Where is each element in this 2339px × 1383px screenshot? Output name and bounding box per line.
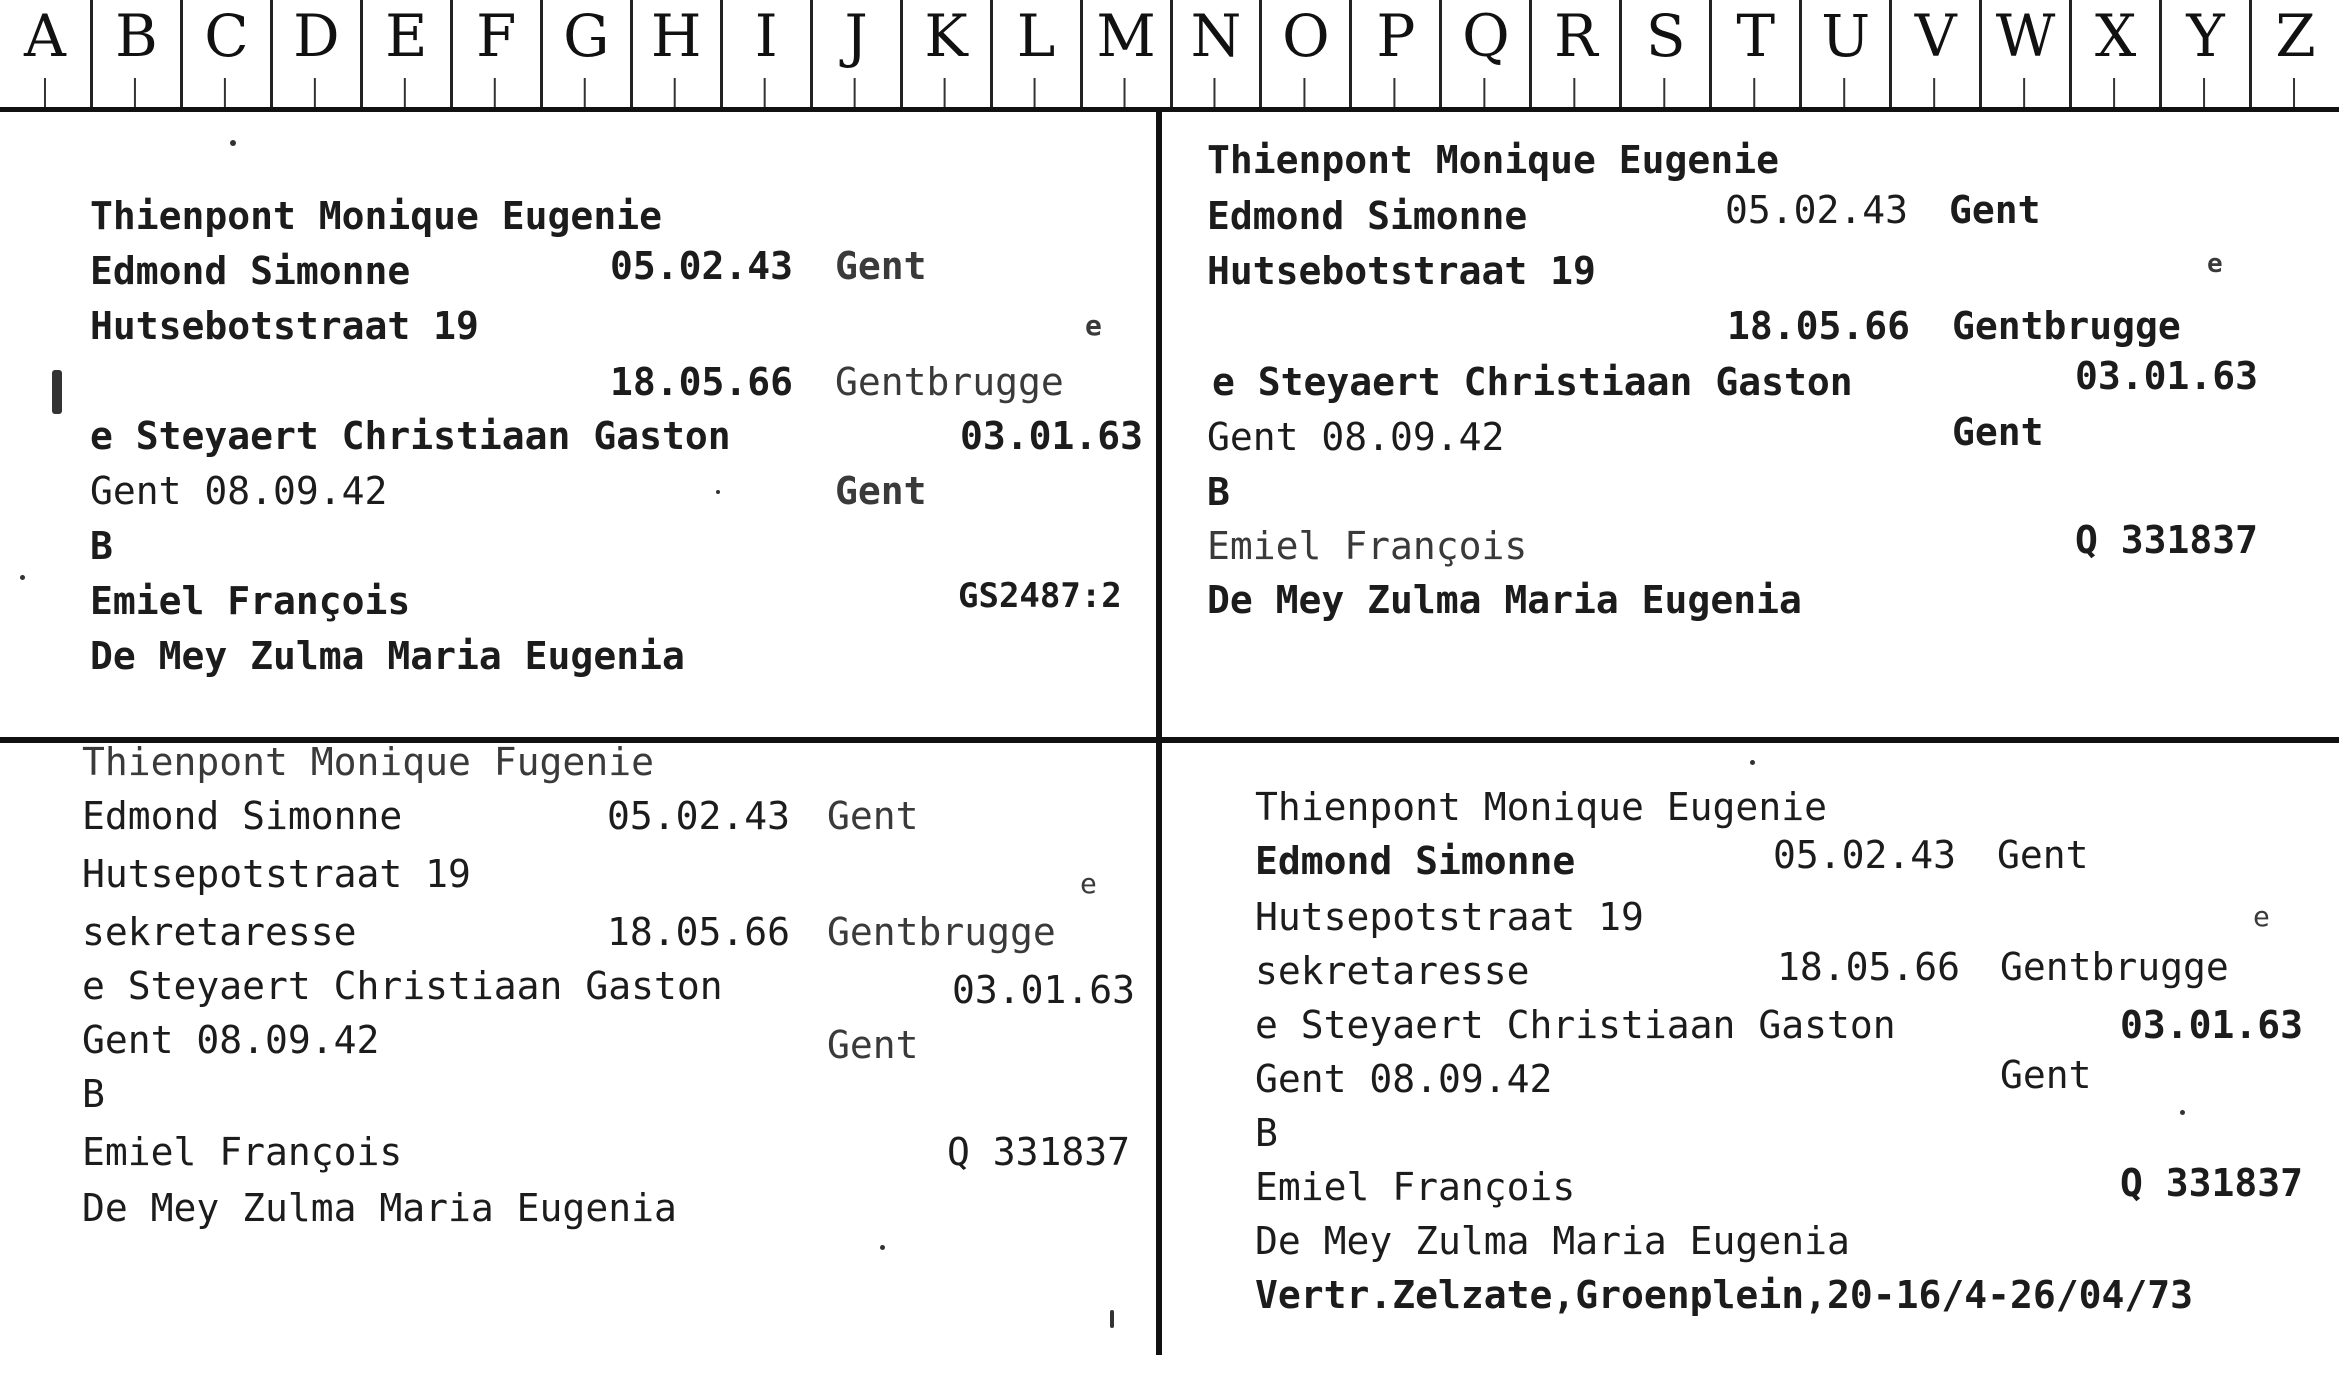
card-reference: GS2487:2 (958, 576, 1122, 616)
index-card-top-left (90, 180, 1190, 780)
card-parents: Edmond Simonne (1207, 194, 1528, 238)
card-address: Hutsebotstraat 19 (90, 304, 479, 348)
card-marriage-date: 03.01.63 (952, 968, 1136, 1012)
card-move-date: 18.05.66 (1777, 945, 1961, 989)
card-move-place: Gentbrugge (1952, 304, 2181, 348)
card-move-date: 18.05.66 (610, 360, 794, 404)
card-move-place: Gentbrugge (2000, 945, 2229, 989)
card-name: Thienpont Monique Eugenie (1255, 785, 1827, 829)
card-father: Emiel François (1207, 524, 1528, 568)
card-profession: sekretaresse (1255, 949, 1530, 993)
index-letter-o[interactable]: O (1259, 0, 1349, 107)
card-parents: Edmond Simonne (90, 249, 411, 293)
card-reference: Q 331837 (2075, 518, 2259, 562)
index-letter-a[interactable]: A (24, 2, 66, 70)
card-marker: e (2253, 900, 2270, 933)
card-spouse-birth: Gent 08.09.42 (1255, 1057, 1553, 1101)
index-card-top-right (1207, 130, 2307, 730)
index-letter-p[interactable]: P (1349, 0, 1439, 107)
index-letter-z[interactable]: Z (2249, 0, 2339, 107)
card-spouse-place: Gent (827, 1023, 919, 1067)
card-marriage-date: 03.01.63 (2075, 354, 2259, 398)
alphabet-index-strip (0, 0, 2339, 112)
index-letter-l[interactable]: L (990, 0, 1080, 107)
card-marker: e (2207, 249, 2223, 279)
card-spouse: e Steyaert Christiaan Gaston (1212, 360, 1853, 404)
card-marker: e (1080, 867, 1097, 900)
card-spouse: e Steyaert Christiaan Gaston (90, 414, 731, 458)
card-spouse-birth: Gent 08.09.42 (1207, 415, 1505, 459)
index-letter-r[interactable]: R (1529, 0, 1619, 107)
card-address: Hutsepotstraat 19 (82, 852, 471, 896)
card-name: Thienpont Monique Eugenie (1207, 138, 1779, 182)
card-mother: De Mey Zulma Maria Eugenia (82, 1186, 677, 1230)
index-letter-k[interactable]: K (900, 0, 990, 107)
index-card-bottom-right (1255, 783, 2339, 1383)
card-spouse-place: Gent (835, 469, 927, 513)
index-letter-d[interactable]: D (270, 0, 360, 107)
card-birth-date: 05.02.43 (607, 794, 791, 838)
index-letter-i[interactable]: I (720, 0, 810, 107)
index-letter-m[interactable]: M (1080, 0, 1170, 107)
card-address: Hutsepotstraat 19 (1255, 895, 1644, 939)
card-marriage-date: 03.01.63 (960, 414, 1144, 458)
card-mother: De Mey Zulma Maria Eugenia (1207, 578, 1802, 622)
index-letter-g[interactable]: G (540, 0, 630, 107)
card-spouse: e Steyaert Christiaan Gaston (1255, 1003, 1896, 1047)
card-move-place: Gentbrugge (835, 360, 1064, 404)
card-spouse-birth: Gent 08.09.42 (82, 1018, 380, 1062)
index-letter-x[interactable]: X (2069, 0, 2159, 107)
index-letter-y[interactable]: Y (2159, 0, 2249, 107)
card-birth-date: 05.02.43 (610, 244, 794, 288)
card-father: Emiel François (1255, 1165, 1576, 1209)
card-name: Thienpont Monique Fugenie (82, 740, 654, 784)
card-reference: Q 331837 (947, 1130, 1131, 1174)
card-marriage-date: 03.01.63 (2120, 1003, 2304, 1047)
card-parents: Edmond Simonne (1255, 839, 1576, 883)
card-birth-place: Gent (835, 244, 927, 288)
card-address: Hutsebotstraat 19 (1207, 249, 1596, 293)
index-letter-h[interactable]: H (630, 0, 720, 107)
index-card-bottom-left (82, 738, 1182, 1338)
card-birth-place: Gent (1949, 188, 2041, 232)
card-move-place: Gentbrugge (827, 910, 1056, 954)
index-letter-t[interactable]: T (1709, 0, 1799, 107)
card-move-date: 18.05.66 (1727, 304, 1911, 348)
card-code: B (1255, 1111, 1278, 1155)
index-letter-f[interactable]: F (450, 0, 540, 107)
card-mother: De Mey Zulma Maria Eugenia (90, 634, 685, 678)
card-father: Emiel François (90, 579, 411, 623)
card-birth-date: 05.02.43 (1773, 833, 1957, 877)
card-birth-place: Gent (827, 794, 919, 838)
card-spouse-place: Gent (2000, 1053, 2092, 1097)
card-spouse: e Steyaert Christiaan Gaston (82, 964, 723, 1008)
card-mother: De Mey Zulma Maria Eugenia (1255, 1219, 1850, 1263)
index-letter-u[interactable]: U (1799, 0, 1889, 107)
card-code: B (1207, 470, 1230, 514)
index-letter-b[interactable]: B (90, 0, 180, 107)
card-code: B (82, 1072, 105, 1116)
card-departure-note: Vertr.Zelzate,Groenplein,20-16/4-26/04/73 (1255, 1273, 2193, 1317)
card-name: Thienpont Monique Eugenie (90, 194, 662, 238)
card-father: Emiel François (82, 1130, 403, 1174)
index-letter-s[interactable]: S (1619, 0, 1709, 107)
card-code: B (90, 524, 113, 568)
card-spouse-place: Gent (1952, 410, 2044, 454)
index-letter-v[interactable]: V (1889, 0, 1979, 107)
card-parents: Edmond Simonne (82, 794, 403, 838)
card-marker: e (1085, 309, 1102, 342)
card-profession: sekretaresse (82, 910, 357, 954)
index-letter-q[interactable]: Q (1439, 0, 1529, 107)
index-letter-w[interactable]: W (1979, 0, 2069, 107)
card-reference: Q 331837 (2120, 1161, 2304, 1205)
index-letter-n[interactable]: N (1170, 0, 1260, 107)
card-move-date: 18.05.66 (607, 910, 791, 954)
index-letter-j[interactable]: J (810, 0, 900, 107)
card-birth-date: 05.02.43 (1725, 188, 1909, 232)
index-letter-c[interactable]: C (180, 0, 270, 107)
index-letter-e[interactable]: E (360, 0, 450, 107)
card-spouse-birth: Gent 08.09.42 (90, 469, 388, 513)
card-birth-place: Gent (1997, 833, 2089, 877)
